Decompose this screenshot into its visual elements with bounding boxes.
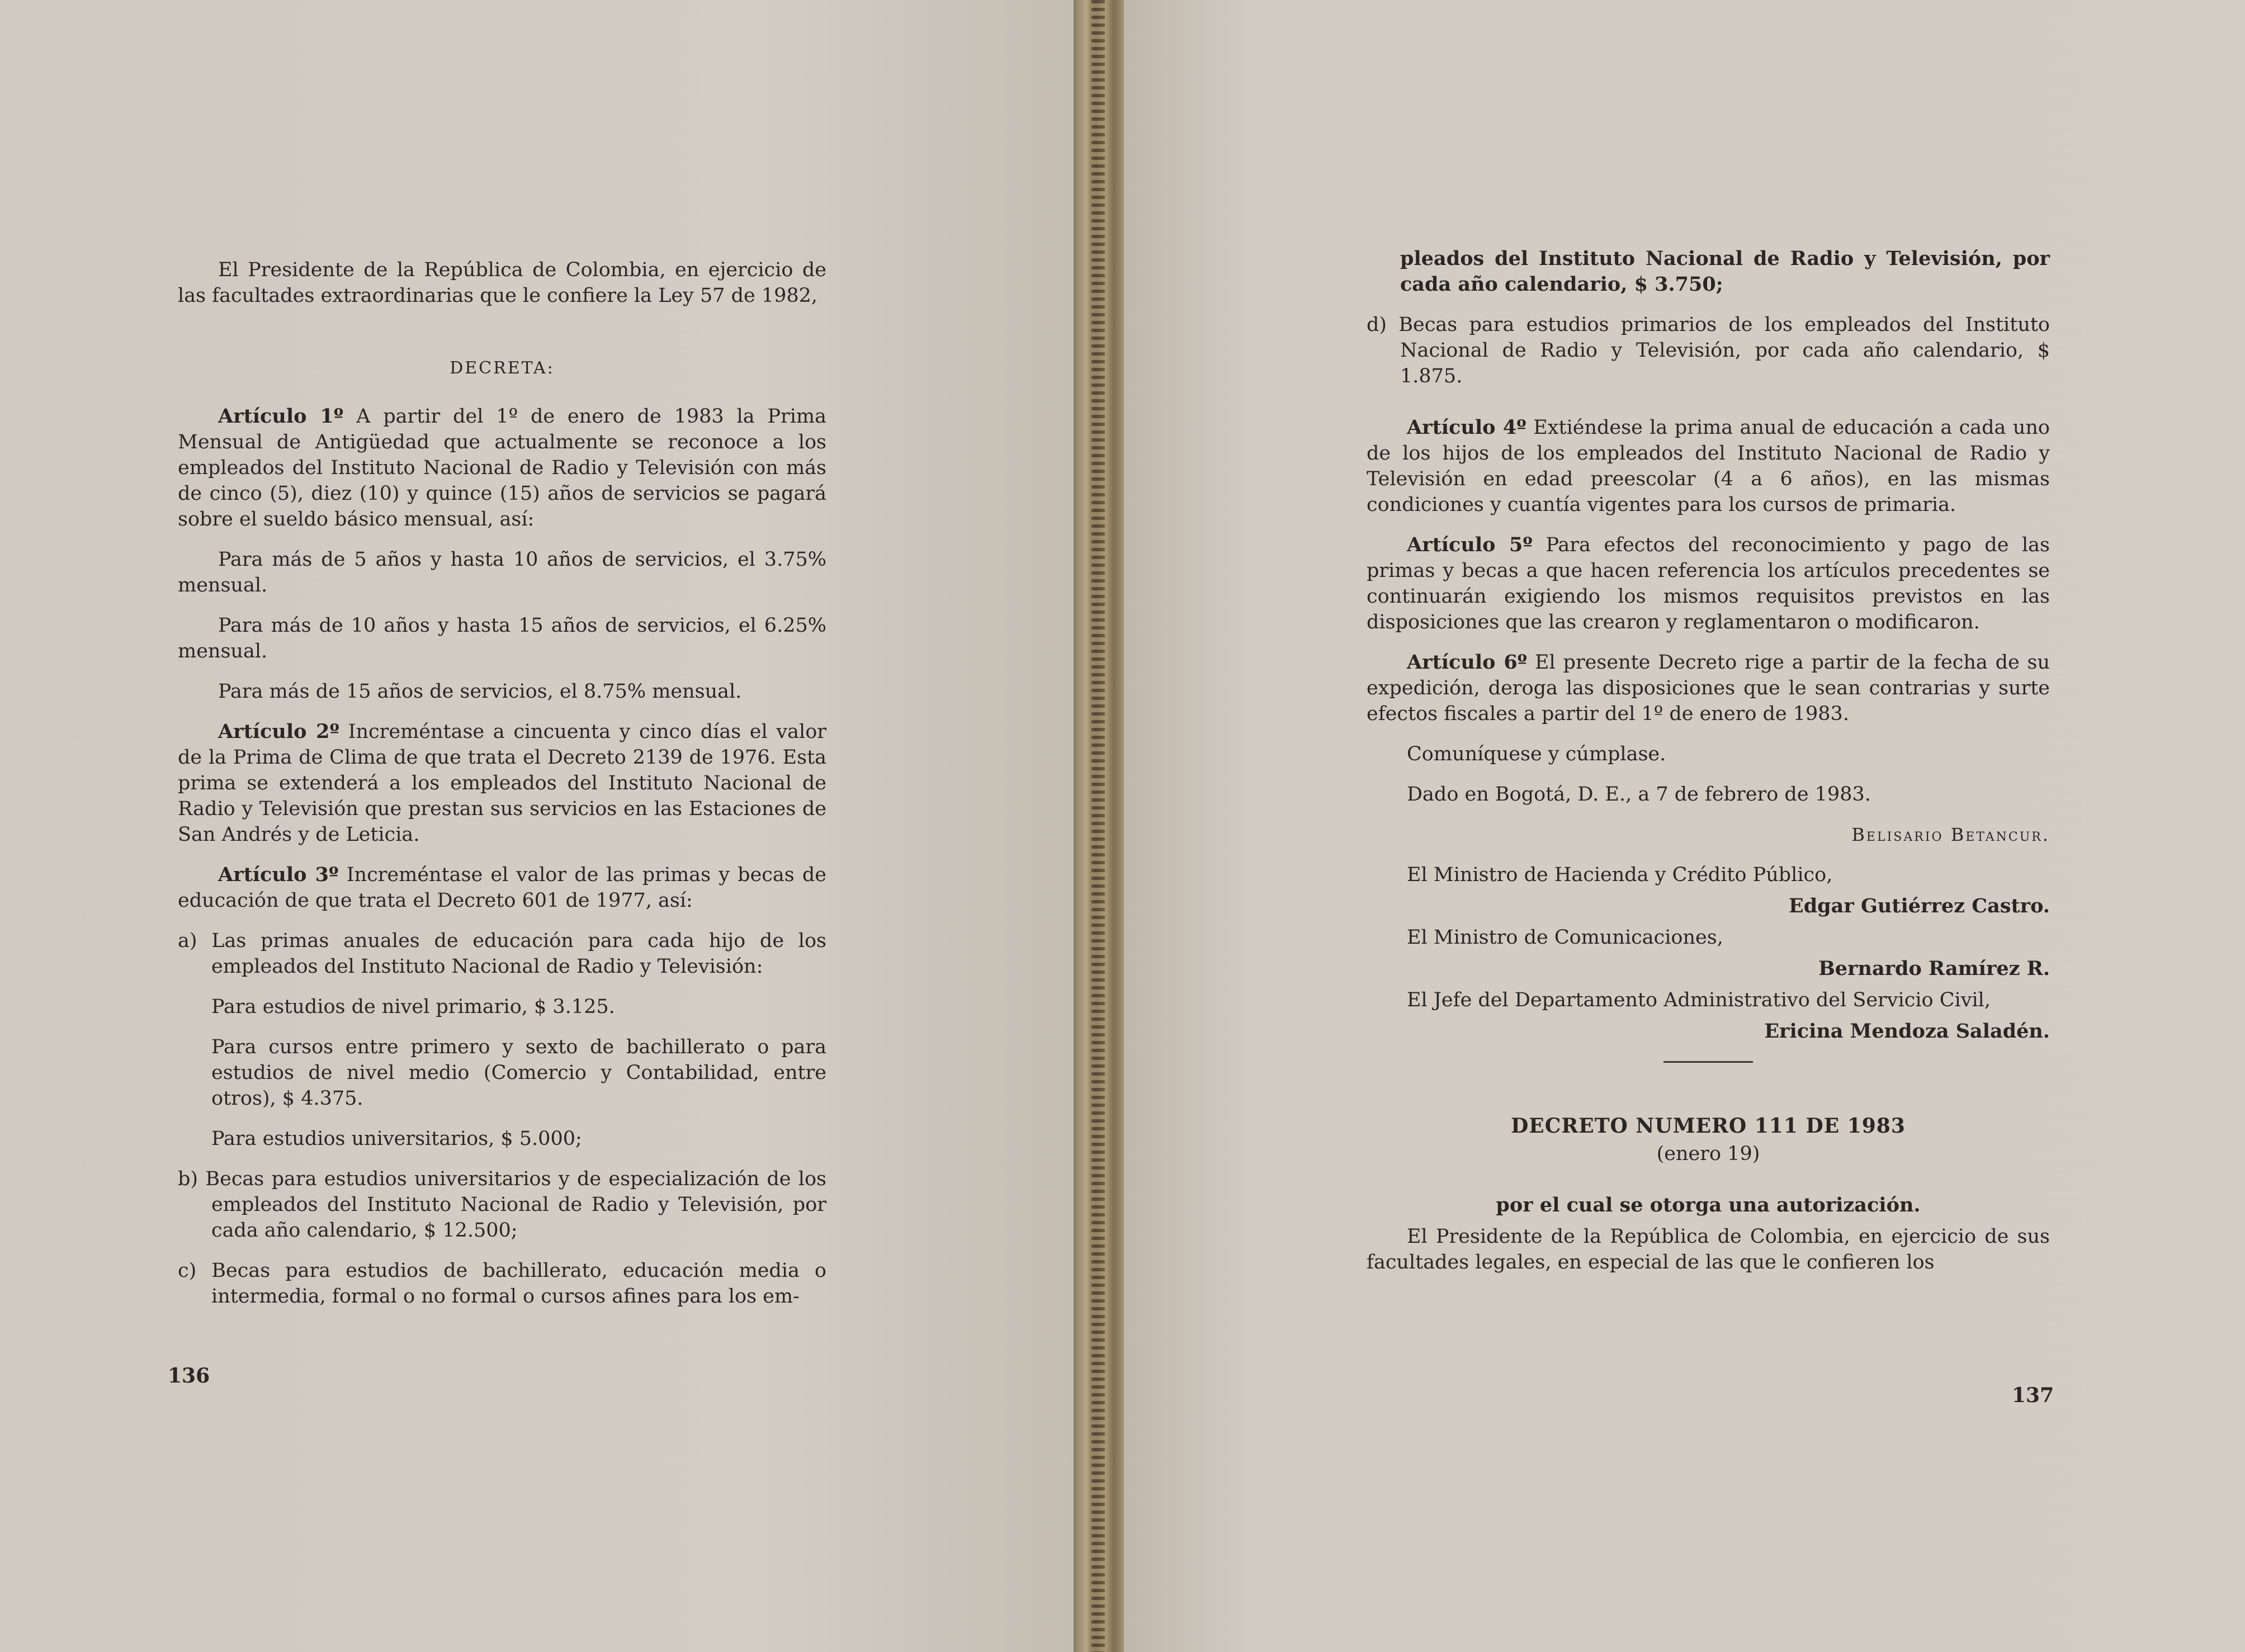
article-1 xyxy=(178,404,826,532)
article-3-text: Increméntase el valor de las primas y becas de educación de que trata el Decreto 601 de 1977, así: xyxy=(178,864,826,912)
president-signature: Belisario Betancur. xyxy=(1851,824,2050,845)
decreta-heading: DECRETA: xyxy=(450,358,555,378)
right-page-number: 137 xyxy=(2012,1384,2054,1407)
article-2 xyxy=(178,719,826,848)
minister-hacienda-name-text: Edgar Gutiérrez Castro. xyxy=(1789,894,2050,917)
minister-hacienda-name xyxy=(1367,893,2050,919)
article-3-item-a: a) Las primas anuales de educación para cada hijo de los empleados del Instituto Nacional de Radio y Televisión: xyxy=(178,930,826,978)
jefe-name-text: Ericina Mendoza Saladén. xyxy=(1764,1020,2050,1043)
article-5-text: Para efectos del reconocimiento y pago de las primas y becas a que hacen referencia los artículos precedentes se continuarán exigiendo los mismos requisitos previstos en las disposiciones que las crearon y reglamentaron o modificaron. xyxy=(1367,534,2050,633)
article-3-item-c: c) Becas para estudios de bachillerato, educación media o intermedia, formal o no formal o cursos afines para los em- xyxy=(178,1260,826,1308)
right-page-text xyxy=(1367,246,2050,1290)
minister-hacienda-title: El Ministro de Hacienda y Crédito Público, xyxy=(1407,864,1833,886)
article-3-item-d: d) Becas para estudios primarios de los empleados del Instituto Nacional de Radio y Televisión, por cada año calendario, $ 1.875. xyxy=(1367,314,2050,387)
article-3 xyxy=(178,862,826,913)
section-divider xyxy=(1663,1061,1753,1063)
spine-binding xyxy=(1091,0,1105,1652)
article-1-text: A partir del 1º de enero de 1983 la Prima Mensual de Antigüedad que actualmente se reconoce a los empleados del Instituto Nacional de Radio y Televisión con más de cinco (5), diez (10) y quince (15) años de servicios se pagará sobre el sueldo básico mensual, así: xyxy=(178,405,826,531)
article-3-label: Artículo 3º xyxy=(218,863,339,886)
article-4 xyxy=(1367,415,2050,518)
decree-subject-text: por el cual se otorga una autorización. xyxy=(1496,1194,1921,1216)
decree-title: DECRETO NUMERO 111 DE 1983 xyxy=(1511,1114,1906,1138)
article-1-item: Para más de 15 años de servicios, el 8.75% mensual. xyxy=(218,680,742,703)
jefe-name xyxy=(1367,1019,2050,1044)
article-5-label: Artículo 5º xyxy=(1407,533,1533,556)
article-3-a-subitem: Para cursos entre primero y sexto de bachillerato o para estudios de nivel medio (Comercio y Contabilidad, entre otros), $ 4.375. xyxy=(211,1036,826,1110)
continuation-text: pleados del Instituto Nacional de Radio y Televisión, por cada año calendario, $ 3.750; xyxy=(1400,247,2050,296)
article-2-label: Artículo 2º xyxy=(218,720,340,743)
article-3-item-b: b) Becas para estudios universitarios y de especialización de los empleados del Instituto Nacional de Radio y Televisión, por cada año calendario, $ 12.500; xyxy=(178,1168,826,1242)
article-4-label: Artículo 4º xyxy=(1407,416,1526,439)
article-3-a-subitem: Para estudios universitarios, $ 5.000; xyxy=(211,1128,582,1150)
article-2-text: Increméntase a cincuenta y cinco días el valor de la Prima de Clima de que trata el Decreto 2139 de 1976. Esta prima se extenderá a los empleados del Instituto Nacional de Radio y Televisión que prestan sus servicios en las Estaciones de San Andrés y de Leticia. xyxy=(178,721,826,846)
decree-subject xyxy=(1367,1192,2050,1218)
article-6-text: El presente Decreto rige a partir de la fecha de su expedición, deroga las disposiciones que le sean contrarias y surte efectos fiscales a partir del 1º de enero de 1983. xyxy=(1367,651,2050,725)
article-5 xyxy=(1367,532,2050,635)
left-page-text xyxy=(178,257,826,1324)
article-1-item: Para más de 5 años y hasta 10 años de servicios, el 3.75% mensual. xyxy=(178,548,826,597)
minister-comunicaciones-title: El Ministro de Comunicaciones, xyxy=(1407,926,1723,949)
article-6 xyxy=(1367,650,2050,727)
left-page-number: 136 xyxy=(168,1364,210,1388)
dado-line: Dado en Bogotá, D. E., a 7 de febrero de 1983. xyxy=(1407,783,1871,806)
decree-date: (enero 19) xyxy=(1656,1143,1760,1165)
article-1-label: Artículo 1º xyxy=(218,405,344,428)
article-4-text: Extiéndese la prima anual de educación a cada uno de los hijos de los empleados del Instituto Nacional de Radio y Televisión en edad preescolar (4 a 6 años), en las mismas condiciones y cuantía vigentes para los cursos de primaria. xyxy=(1367,416,2050,516)
article-6-label: Artículo 6º xyxy=(1407,651,1528,674)
article-1-item: Para más de 10 años y hasta 15 años de servicios, el 6.25% mensual. xyxy=(178,614,826,662)
minister-comunicaciones-name-text: Bernardo Ramírez R. xyxy=(1818,957,2050,980)
minister-comunicaciones-name xyxy=(1367,956,2050,982)
article-3-a-subitem: Para estudios de nivel primario, $ 3.125. xyxy=(211,996,615,1018)
intro-paragraph: El Presidente de la República de Colombia, en ejercicio de las facultades extraordinarias que le confiere la Ley 57 de 1982, xyxy=(178,259,826,307)
comuniquese-line: Comuníquese y cúmplase. xyxy=(1407,743,1666,765)
decree-intro: El Presidente de la República de Colombia, en ejercicio de sus facultades legales, en especial de las que le confieren los xyxy=(1367,1225,2050,1274)
jefe-title: El Jefe del Departamento Administrativo del Servicio Civil, xyxy=(1407,989,1991,1011)
